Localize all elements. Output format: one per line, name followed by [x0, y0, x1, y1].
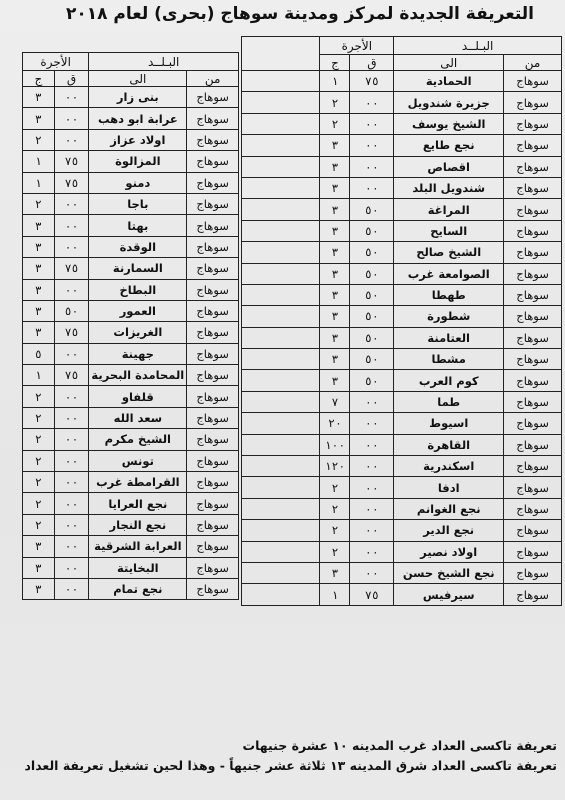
cell-from: سوهاج: [504, 156, 562, 177]
cell-to: نجع طايع: [394, 135, 504, 156]
cell-from: سوهاج: [187, 536, 239, 557]
cell-gineh: ٣: [23, 258, 55, 279]
cell-blank: [242, 584, 320, 605]
table-row: [242, 156, 562, 177]
header-ila: الى: [89, 71, 187, 87]
cell-to: بنى زار: [89, 87, 187, 108]
cell-to: المراغة: [394, 199, 504, 220]
table-row: [23, 536, 239, 557]
cell-gineh: ٢: [23, 407, 55, 428]
cell-qirsh: ٧٥: [54, 151, 89, 172]
cell-to: ادفا: [394, 477, 504, 498]
table-row: [242, 92, 562, 113]
cell-blank: [242, 113, 320, 134]
cell-gineh: ٣: [320, 562, 350, 583]
cell-gineh: ٢: [23, 493, 55, 514]
cell-gineh: ٢: [23, 193, 55, 214]
cell-blank: [242, 263, 320, 284]
cell-blank: [242, 520, 320, 541]
cell-qirsh: ٥٠: [54, 300, 89, 321]
cell-to: مشطا: [394, 349, 504, 370]
cell-to: جهينة: [89, 343, 187, 364]
table-row: [23, 215, 239, 236]
cell-to: الحمادية: [394, 71, 504, 92]
cell-from: سوهاج: [187, 172, 239, 193]
cell-blank: [242, 92, 320, 113]
cell-gineh: ٣: [320, 199, 350, 220]
cell-to: كوم العرب: [394, 370, 504, 391]
table-row: [242, 263, 562, 284]
header-balad: البـلــد: [394, 37, 562, 55]
cell-to: اولاد عزاز: [89, 129, 187, 150]
cell-qirsh: ٠٠: [54, 429, 89, 450]
table-row: [242, 306, 562, 327]
cell-blank: [242, 477, 320, 498]
cell-from: سوهاج: [187, 258, 239, 279]
cell-to: الشيخ صالح: [394, 242, 504, 263]
cell-blank: [242, 370, 320, 391]
cell-gineh: ١: [320, 71, 350, 92]
cell-from: سوهاج: [504, 477, 562, 498]
table-row: [242, 434, 562, 455]
table-row: [23, 172, 239, 193]
left-table-body: [23, 87, 239, 600]
cell-qirsh: ٠٠: [350, 177, 394, 198]
cell-qirsh: ٠٠: [350, 520, 394, 541]
cell-from: سوهاج: [504, 498, 562, 519]
cell-qirsh: ٥٠: [350, 327, 394, 348]
cell-from: سوهاج: [187, 493, 239, 514]
table-row: [23, 258, 239, 279]
cell-gineh: ٢: [23, 386, 55, 407]
cell-to: سعد الله: [89, 407, 187, 428]
cell-blank: [242, 541, 320, 562]
cell-to: نجع تمام: [89, 578, 187, 599]
cell-to: البخايتة: [89, 557, 187, 578]
cell-from: سوهاج: [504, 541, 562, 562]
table-row: [242, 413, 562, 434]
cell-gineh: ٣: [320, 156, 350, 177]
cell-from: سوهاج: [504, 199, 562, 220]
header-min: من: [504, 55, 562, 71]
table-row: [242, 370, 562, 391]
cell-to: طما: [394, 391, 504, 412]
cell-qirsh: ٧٥: [54, 172, 89, 193]
cell-qirsh: ٥٠: [350, 220, 394, 241]
cell-gineh: ٣: [23, 215, 55, 236]
table-row: [242, 498, 562, 519]
cell-from: سوهاج: [504, 284, 562, 305]
cell-gineh: ٣: [320, 327, 350, 348]
cell-gineh: ٣: [320, 135, 350, 156]
cell-qirsh: ٥٠: [350, 349, 394, 370]
cell-gineh: ٣: [23, 578, 55, 599]
cell-gineh: ٣: [320, 220, 350, 241]
cell-to: سيرفيس: [394, 584, 504, 605]
cell-from: سوهاج: [187, 450, 239, 471]
cell-qirsh: ٠٠: [54, 450, 89, 471]
cell-blank: [242, 156, 320, 177]
table-row: [242, 456, 562, 477]
cell-qirsh: ٠٠: [350, 413, 394, 434]
table-row: [242, 520, 562, 541]
tariff-table-right: [241, 36, 562, 606]
cell-from: سوهاج: [504, 349, 562, 370]
cell-to: القاهرة: [394, 434, 504, 455]
cell-qirsh: ٥٠: [350, 284, 394, 305]
cell-gineh: ٣: [320, 177, 350, 198]
cell-gineh: ٢: [23, 129, 55, 150]
table-row: [23, 87, 239, 108]
tariff-table-left: [22, 52, 239, 600]
cell-from: سوهاج: [504, 92, 562, 113]
cell-qirsh: ٠٠: [54, 472, 89, 493]
cell-to: شندويل البلد: [394, 177, 504, 198]
cell-from: سوهاج: [187, 236, 239, 257]
cell-qirsh: ٠٠: [350, 562, 394, 583]
cell-from: سوهاج: [187, 365, 239, 386]
table-row: [242, 391, 562, 412]
cell-qirsh: ٠٠: [350, 434, 394, 455]
cell-from: سوهاج: [187, 193, 239, 214]
cell-gineh: ٢: [23, 450, 55, 471]
cell-gineh: ٣: [320, 349, 350, 370]
header-ugra: الأجرة: [320, 37, 394, 55]
header-gineh: ج: [23, 71, 55, 87]
cell-qirsh: ٠٠: [54, 493, 89, 514]
table-row: [23, 279, 239, 300]
cell-from: سوهاج: [187, 87, 239, 108]
cell-blank: [242, 456, 320, 477]
table-row: [242, 220, 562, 241]
table-row: [23, 472, 239, 493]
cell-from: سوهاج: [187, 557, 239, 578]
cell-qirsh: ٠٠: [54, 386, 89, 407]
cell-gineh: ١: [23, 365, 55, 386]
header-balad: البـلــد: [89, 53, 239, 71]
table-row: [23, 493, 239, 514]
cell-gineh: ٣: [23, 87, 55, 108]
cell-blank: [242, 306, 320, 327]
cell-qirsh: ٧٥: [350, 71, 394, 92]
cell-to: اسيوط: [394, 413, 504, 434]
cell-from: سوهاج: [504, 434, 562, 455]
cell-from: سوهاج: [504, 113, 562, 134]
cell-from: سوهاج: [187, 407, 239, 428]
cell-qirsh: ٠٠: [350, 541, 394, 562]
cell-to: اولاد نصير: [394, 541, 504, 562]
cell-gineh: ٢: [23, 514, 55, 535]
cell-gineh: ٣: [320, 263, 350, 284]
cell-qirsh: ٥٠: [350, 370, 394, 391]
table-row: [242, 71, 562, 92]
cell-to: نجع النجار: [89, 514, 187, 535]
cell-from: سوهاج: [187, 279, 239, 300]
cell-to: العتامنة: [394, 327, 504, 348]
table-row: [23, 236, 239, 257]
cell-gineh: ٣: [23, 236, 55, 257]
cell-from: سوهاج: [504, 391, 562, 412]
header-blank: [242, 37, 320, 71]
cell-qirsh: ٧٥: [54, 365, 89, 386]
cell-from: سوهاج: [187, 322, 239, 343]
table-row: [23, 300, 239, 321]
cell-qirsh: ٠٠: [54, 87, 89, 108]
cell-qirsh: ٠٠: [54, 407, 89, 428]
cell-gineh: ١: [23, 151, 55, 172]
cell-to: نجع الدير: [394, 520, 504, 541]
table-row: [23, 343, 239, 364]
cell-to: دمنو: [89, 172, 187, 193]
cell-from: سوهاج: [504, 327, 562, 348]
cell-from: سوهاج: [504, 584, 562, 605]
cell-to: نجع الغوانم: [394, 498, 504, 519]
cell-gineh: ٢٠: [320, 413, 350, 434]
table-row: [23, 429, 239, 450]
cell-gineh: ٣: [23, 557, 55, 578]
cell-gineh: ٢: [320, 113, 350, 134]
cell-qirsh: ٠٠: [54, 343, 89, 364]
cell-to: المحامدة البحرية: [89, 365, 187, 386]
cell-gineh: ٣: [23, 322, 55, 343]
cell-blank: [242, 498, 320, 519]
cell-from: سوهاج: [504, 520, 562, 541]
table-row: [23, 407, 239, 428]
cell-to: القرامطة غرب: [89, 472, 187, 493]
header-ila: الى: [394, 55, 504, 71]
cell-gineh: ٢: [320, 92, 350, 113]
cell-gineh: ٣: [320, 284, 350, 305]
cell-qirsh: ٠٠: [54, 536, 89, 557]
cell-to: البطاخ: [89, 279, 187, 300]
cell-blank: [242, 177, 320, 198]
cell-to: جزيرة شندويل: [394, 92, 504, 113]
cell-gineh: ٢: [320, 520, 350, 541]
cell-to: اقصاص: [394, 156, 504, 177]
cell-from: سوهاج: [504, 306, 562, 327]
cell-to: العمور: [89, 300, 187, 321]
cell-blank: [242, 220, 320, 241]
header-min: من: [187, 71, 239, 87]
table-row: [23, 557, 239, 578]
header-qirsh: ق: [54, 71, 89, 87]
cell-to: عرابة ابو دهب: [89, 108, 187, 129]
cell-blank: [242, 413, 320, 434]
cell-from: سوهاج: [187, 429, 239, 450]
cell-gineh: ٢: [320, 498, 350, 519]
cell-qirsh: ٠٠: [350, 135, 394, 156]
cell-gineh: ١٢٠: [320, 456, 350, 477]
cell-to: قلفاو: [89, 386, 187, 407]
header-gineh: ج: [320, 55, 350, 71]
cell-from: سوهاج: [187, 386, 239, 407]
table-row: [242, 541, 562, 562]
cell-from: سوهاج: [187, 472, 239, 493]
cell-qirsh: ٠٠: [54, 236, 89, 257]
right-table-body: [242, 71, 562, 606]
table-row: [23, 578, 239, 599]
table-row: [242, 135, 562, 156]
cell-qirsh: ٠٠: [350, 92, 394, 113]
cell-from: سوهاج: [187, 129, 239, 150]
cell-to: العرابة الشرقية: [89, 536, 187, 557]
cell-blank: [242, 71, 320, 92]
cell-gineh: ٣: [320, 370, 350, 391]
cell-gineh: ٧: [320, 391, 350, 412]
table-row: [23, 129, 239, 150]
cell-gineh: ٢: [23, 472, 55, 493]
cell-qirsh: ٠٠: [350, 477, 394, 498]
cell-blank: [242, 199, 320, 220]
table-row: [23, 108, 239, 129]
cell-qirsh: ٠٠: [350, 113, 394, 134]
cell-gineh: ١٠٠: [320, 434, 350, 455]
table-row: [242, 477, 562, 498]
cell-from: سوهاج: [504, 263, 562, 284]
cell-to: المزالوة: [89, 151, 187, 172]
cell-to: اسكندرية: [394, 456, 504, 477]
cell-gineh: ٣: [23, 279, 55, 300]
cell-to: طهطا: [394, 284, 504, 305]
cell-from: سوهاج: [187, 108, 239, 129]
cell-to: نجع الشيخ حسن: [394, 562, 504, 583]
table-row: [242, 349, 562, 370]
cell-qirsh: ٠٠: [54, 279, 89, 300]
cell-qirsh: ٥٠: [350, 242, 394, 263]
cell-blank: [242, 242, 320, 263]
table-row: [242, 177, 562, 198]
cell-from: سوهاج: [504, 71, 562, 92]
cell-gineh: ٣: [23, 300, 55, 321]
cell-qirsh: ٧٥: [350, 584, 394, 605]
cell-from: سوهاج: [504, 177, 562, 198]
cell-qirsh: ٧٥: [54, 322, 89, 343]
cell-blank: [242, 349, 320, 370]
cell-gineh: ٢: [320, 541, 350, 562]
table-row: [23, 193, 239, 214]
cell-from: سوهاج: [187, 578, 239, 599]
cell-gineh: ٢: [23, 429, 55, 450]
cell-to: السمارنة: [89, 258, 187, 279]
cell-qirsh: ٠٠: [54, 557, 89, 578]
cell-from: سوهاج: [504, 220, 562, 241]
cell-to: نجع العرايا: [89, 493, 187, 514]
page-title: التعريفة الجديدة لمركز ومدينة سوهاج (بحرى) لعام ٢٠١٨: [65, 4, 535, 24]
cell-blank: [242, 135, 320, 156]
cell-to: شطورة: [394, 306, 504, 327]
cell-blank: [242, 327, 320, 348]
cell-qirsh: ٥٠: [350, 306, 394, 327]
cell-gineh: ٣: [23, 536, 55, 557]
cell-from: سوهاج: [187, 514, 239, 535]
cell-gineh: ٣: [320, 242, 350, 263]
cell-qirsh: ٠٠: [54, 108, 89, 129]
table-row: [23, 514, 239, 535]
table-row: [242, 562, 562, 583]
cell-qirsh: ٥٠: [350, 199, 394, 220]
cell-gineh: ٥: [23, 343, 55, 364]
cell-to: الصوامعة غرب: [394, 263, 504, 284]
cell-qirsh: ٠٠: [54, 215, 89, 236]
cell-from: سوهاج: [504, 370, 562, 391]
table-row: [242, 284, 562, 305]
cell-qirsh: ٠٠: [350, 498, 394, 519]
cell-blank: [242, 434, 320, 455]
table-row: [23, 322, 239, 343]
cell-to: تونس: [89, 450, 187, 471]
cell-qirsh: ٥٠: [350, 263, 394, 284]
cell-qirsh: ٧٥: [54, 258, 89, 279]
cell-gineh: ٢: [320, 477, 350, 498]
cell-to: السايح: [394, 220, 504, 241]
table-row: [23, 450, 239, 471]
cell-qirsh: ٠٠: [54, 129, 89, 150]
cell-to: بهتا: [89, 215, 187, 236]
cell-from: سوهاج: [187, 343, 239, 364]
table-row: [242, 584, 562, 605]
table-row: [242, 199, 562, 220]
cell-from: سوهاج: [504, 562, 562, 583]
cell-from: سوهاج: [504, 135, 562, 156]
table-row: [23, 151, 239, 172]
cell-to: الغريزات: [89, 322, 187, 343]
header-qirsh: ق: [350, 55, 394, 71]
footer-line-east: تعريفة تاكسى العداد شرق المدينه ١٣ ثلاثة عشر جنيهاً - وهذا لحين تشغيل تعريفة العداد: [24, 758, 557, 773]
cell-from: سوهاج: [504, 456, 562, 477]
cell-blank: [242, 284, 320, 305]
cell-from: سوهاج: [187, 151, 239, 172]
cell-to: باجا: [89, 193, 187, 214]
table-row: [23, 365, 239, 386]
cell-from: سوهاج: [504, 242, 562, 263]
cell-qirsh: ٠٠: [350, 456, 394, 477]
cell-to: الشيخ مكرم: [89, 429, 187, 450]
cell-qirsh: ٠٠: [54, 193, 89, 214]
cell-qirsh: ٠٠: [350, 156, 394, 177]
table-row: [242, 242, 562, 263]
cell-qirsh: ٠٠: [54, 578, 89, 599]
cell-from: سوهاج: [504, 413, 562, 434]
cell-gineh: ١: [23, 172, 55, 193]
cell-from: سوهاج: [187, 300, 239, 321]
cell-from: سوهاج: [187, 215, 239, 236]
table-row: [242, 113, 562, 134]
footer-line-west: تعريفة تاكسى العداد غرب المدينه ١٠ عشرة جنيهات: [242, 738, 557, 753]
cell-to: الوقدة: [89, 236, 187, 257]
table-row: [23, 386, 239, 407]
cell-qirsh: ٠٠: [350, 391, 394, 412]
cell-to: الشيخ يوسف: [394, 113, 504, 134]
cell-blank: [242, 391, 320, 412]
cell-blank: [242, 562, 320, 583]
cell-gineh: ٣: [23, 108, 55, 129]
cell-gineh: ٣: [320, 306, 350, 327]
table-row: [242, 327, 562, 348]
cell-qirsh: ٠٠: [54, 514, 89, 535]
cell-gineh: ١: [320, 584, 350, 605]
header-ugra: الأجرة: [23, 53, 89, 71]
